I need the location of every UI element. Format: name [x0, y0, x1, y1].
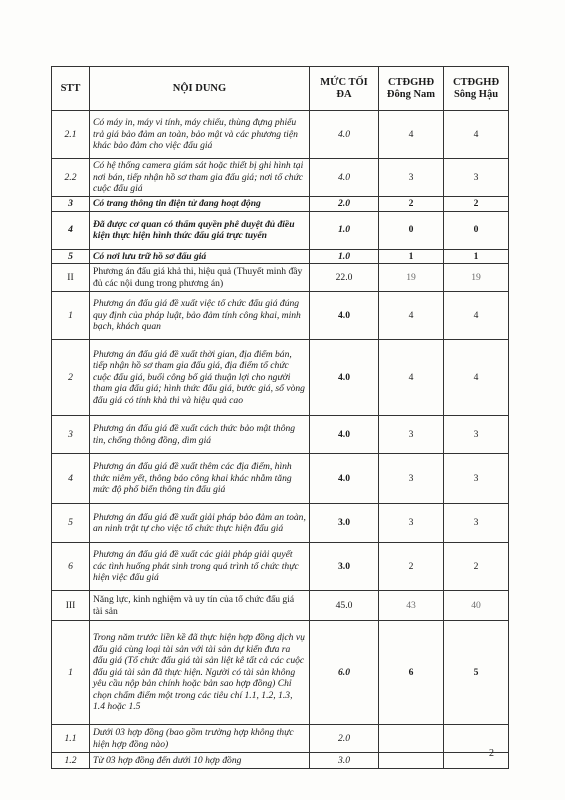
- table-row: [52, 249, 509, 264]
- row-dong-nam: 4: [379, 340, 444, 416]
- row-content: Đã được cơ quan có thẩm quyền phê duyệt đủ điều kiện thực hiện hình thức đấu giá trực tuyến: [90, 211, 310, 249]
- row-content: Phương án đấu giá đề xuất cách thức bảo mật thông tin, chống thông đồng, dìm giá: [90, 416, 310, 454]
- table-row: [52, 416, 509, 454]
- row-content: Phương án đấu giá đề xuất thêm các địa điểm, hình thức niêm yết, thông báo công khai khác nhằm tăng mức độ phổ biến thông tin đấu giá: [90, 454, 310, 504]
- row-content: Có hệ thống camera giám sát hoặc thiết bị ghi hình tại nơi bán, tiếp nhận hồ sơ tham gia đấu giá; nơi tổ chức cuộc đấu giá: [90, 159, 310, 197]
- row-max: 6.0: [310, 621, 379, 725]
- row-stt: III: [52, 591, 90, 621]
- table-row: [52, 753, 509, 769]
- row-stt: 2.1: [52, 111, 90, 159]
- row-dong-nam: [379, 753, 444, 769]
- row-song-hau: 3: [444, 454, 509, 504]
- row-song-hau: 1: [444, 249, 509, 264]
- row-song-hau: 2: [444, 543, 509, 591]
- header-dong-nam: CTĐGHĐ Đông Nam: [379, 67, 444, 111]
- row-max: 3.0: [310, 543, 379, 591]
- row-content: Có nơi lưu trữ hồ sơ đấu giá: [90, 249, 310, 264]
- row-max: 4.0: [310, 111, 379, 159]
- row-dong-nam: 4: [379, 292, 444, 340]
- row-max: 4.0: [310, 454, 379, 504]
- row-max: 22.0: [310, 264, 379, 292]
- row-dong-nam: 19: [379, 264, 444, 292]
- row-max: 2.0: [310, 197, 379, 212]
- page-number: 2: [489, 748, 494, 759]
- row-song-hau: 40: [444, 591, 509, 621]
- row-content: Có máy in, máy vi tính, máy chiếu, thùng đựng phiếu trả giá bảo đảm an toàn, bảo mật và các phương tiện khác bảo đảm cho việc đấu giá: [90, 111, 310, 159]
- row-song-hau: 5: [444, 621, 509, 725]
- row-max: 3.0: [310, 504, 379, 543]
- criteria-table: [51, 66, 509, 769]
- row-content: Từ 03 hợp đồng đến dưới 10 hợp đồng: [90, 753, 310, 769]
- header-stt: STT: [52, 67, 90, 111]
- row-song-hau: [444, 725, 509, 753]
- row-stt: 1: [52, 292, 90, 340]
- header-noi-dung: NỘI DUNG: [90, 67, 310, 111]
- row-max: 4.0: [310, 340, 379, 416]
- row-max: 45.0: [310, 591, 379, 621]
- row-max: 4.0: [310, 292, 379, 340]
- row-song-hau: 4: [444, 340, 509, 416]
- row-content-text: Phương án đấu giá khả thi, hiệu quả (Thuyết minh đầy đủ các nội dung trong phương án): [93, 266, 303, 289]
- row-stt: 5: [52, 249, 90, 264]
- table-row: [52, 543, 509, 591]
- row-content: Năng lực, kinh nghiệm và uy tín của tổ chức đấu giá tài sản: [90, 591, 310, 621]
- row-max: 4.0: [310, 416, 379, 454]
- row-song-hau: 4: [444, 111, 509, 159]
- table-row: [52, 264, 509, 292]
- row-dong-nam: 43: [379, 591, 444, 621]
- row-dong-nam: 4: [379, 111, 444, 159]
- row-song-hau: 19: [444, 264, 509, 292]
- row-stt: 2: [52, 340, 90, 416]
- row-stt: 5: [52, 504, 90, 543]
- row-content: Phương án đấu giá đề xuất giải pháp bảo đảm an toàn, an ninh trật tự cho việc tổ chức thực hiện đấu giá: [90, 504, 310, 543]
- row-song-hau: [444, 753, 509, 769]
- row-dong-nam: 2: [379, 197, 444, 212]
- row-song-hau: 3: [444, 416, 509, 454]
- table-header-row: [52, 67, 509, 111]
- header-song-hau: CTĐGHĐ Sông Hậu: [444, 67, 509, 111]
- row-max: 3.0: [310, 753, 379, 769]
- row-stt: 4: [52, 454, 90, 504]
- row-stt: 1.2: [52, 753, 90, 769]
- table-row: [52, 621, 509, 725]
- row-max: 4.0: [310, 159, 379, 197]
- row-max: 1.0: [310, 249, 379, 264]
- row-dong-nam: 6: [379, 621, 444, 725]
- table-row: [52, 591, 509, 621]
- row-stt: 3: [52, 197, 90, 212]
- table-row: [52, 292, 509, 340]
- row-dong-nam: 2: [379, 543, 444, 591]
- header-muc-toi-da: MỨC TỐI ĐA: [310, 67, 379, 111]
- row-dong-nam: 3: [379, 504, 444, 543]
- row-stt: II: [52, 264, 90, 292]
- row-stt: 1.1: [52, 725, 90, 753]
- row-dong-nam: 3: [379, 159, 444, 197]
- row-dong-nam: 3: [379, 416, 444, 454]
- row-content: Có trang thông tin điện tử đang hoạt động: [90, 197, 310, 212]
- table-row: [52, 725, 509, 753]
- row-content: Phương án đấu giá đề xuất thời gian, địa điểm bán, tiếp nhận hồ sơ tham gia đấu giá, địa điểm tổ chức cuộc đấu giá, buổi công bố giá thuận lợi cho người tham gia đấu giá; hình thức đấu giá, bước giá, số vòng đấu giá có tính khả thi và hiệu quả cao: [90, 340, 310, 416]
- table-row: [52, 211, 509, 249]
- row-dong-nam: 3: [379, 454, 444, 504]
- row-content: Dưới 03 hợp đồng (bao gồm trường hợp không thực hiện hợp đồng nào): [90, 725, 310, 753]
- row-song-hau: 0: [444, 211, 509, 249]
- table-row: [52, 454, 509, 504]
- row-stt: 4: [52, 211, 90, 249]
- row-stt: 3: [52, 416, 90, 454]
- row-content: Phương án đấu giá đề xuất việc tổ chức đấu giá đúng quy định của pháp luật, bảo đảm tính công khai, minh bạch, khách quan: [90, 292, 310, 340]
- row-max: 2.0: [310, 725, 379, 753]
- row-dong-nam: 0: [379, 211, 444, 249]
- row-content: [90, 264, 310, 292]
- row-stt: 1: [52, 621, 90, 725]
- table-row: [52, 111, 509, 159]
- table-row: [52, 340, 509, 416]
- row-content: Trong năm trước liền kề đã thực hiện hợp đồng dịch vụ đấu giá cùng loại tài sản với tài sản dự kiến đưa ra đấu giá (Tổ chức đấu giá tài sản liệt kê tất cả các cuộc đấu giá tài sản đã thực hiện. Người có tài sản không yêu cầu nộp bản chính hoặc bản sao hợp đồng) Chỉ chọn chấm điểm một trong các tiêu chí 1.1, 1.2, 1.3, 1.4 hoặc 1.5: [90, 621, 310, 725]
- row-max: 1.0: [310, 211, 379, 249]
- table-row: [52, 159, 509, 197]
- row-song-hau: 4: [444, 292, 509, 340]
- row-song-hau: 3: [444, 159, 509, 197]
- row-dong-nam: 1: [379, 249, 444, 264]
- table-row: [52, 504, 509, 543]
- row-song-hau: 3: [444, 504, 509, 543]
- row-dong-nam: [379, 725, 444, 753]
- table-row: [52, 197, 509, 212]
- row-stt: 6: [52, 543, 90, 591]
- row-song-hau: 2: [444, 197, 509, 212]
- row-stt: 2.2: [52, 159, 90, 197]
- row-content: Phương án đấu giá đề xuất các giải pháp giải quyết các tình huống phát sinh trong quá trình tổ chức thực hiện việc đấu giá: [90, 543, 310, 591]
